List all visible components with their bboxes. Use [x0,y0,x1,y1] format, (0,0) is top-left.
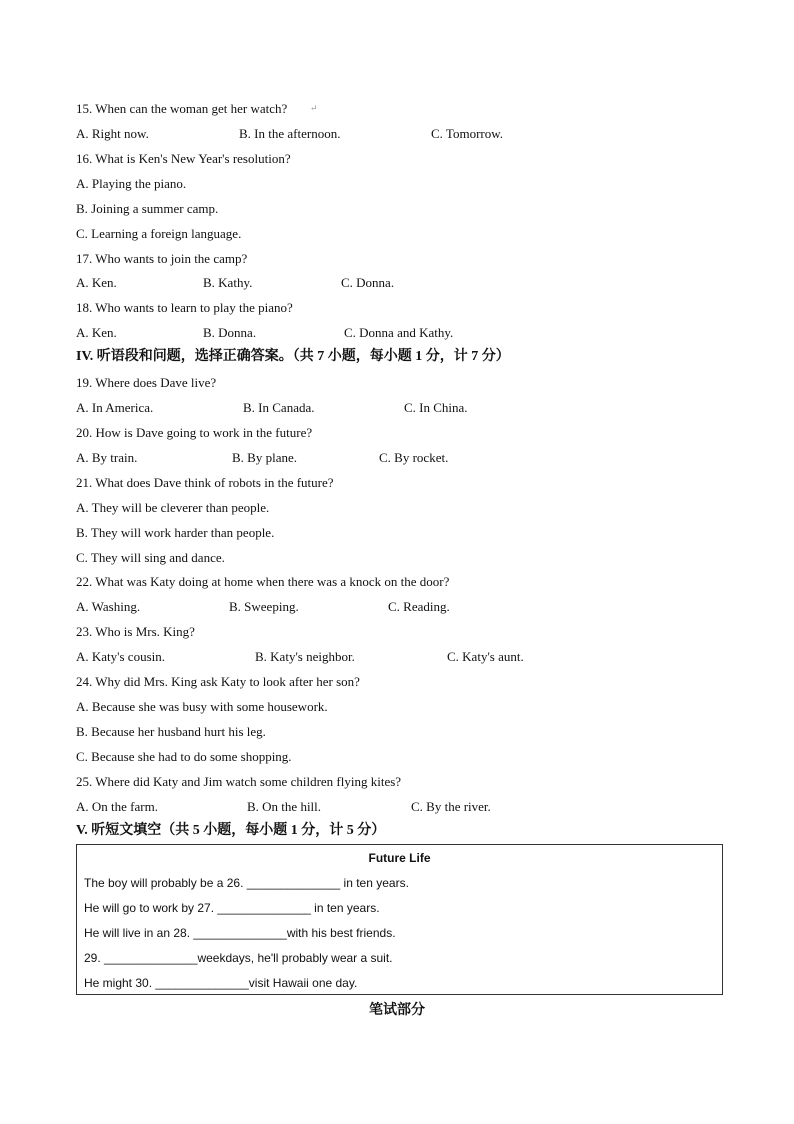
q23-option-c: C. Katy's aunt. [447,649,524,664]
q24-option-b: B. Because her husband hurt his leg. [76,724,266,739]
section-5-heading: V. 听短文填空（共 5 小题，每小题 1 分，计 5 分） [76,823,386,838]
q17-option-b: B. Kathy. [203,275,253,290]
q16-option-b: B. Joining a summer camp. [76,201,219,216]
fill-in-row-26: The boy will probably be a 26. ______________ in ten years. [84,876,409,890]
q19-option-a: A. In America. [76,400,154,415]
q22-option-b: B. Sweeping. [229,599,299,614]
q16-option-a: A. Playing the piano. [76,176,187,191]
question-25: 25. Where did Katy and Jim watch some children flying kites? [76,774,402,789]
question-20: 20. How is Dave going to work in the future? [76,425,313,440]
question-17: 17. Who wants to join the camp? [76,251,248,266]
question-23: 23. Who is Mrs. King? [76,624,195,639]
q22-option-c: C. Reading. [388,599,450,614]
section-4-heading: IV. 听语段和问题，选择正确答案。（共 7 小题，每小题 1 分，计 7 分） [76,349,510,364]
q19-option-b: B. In Canada. [243,400,315,415]
future-life-table [76,844,723,995]
question-19: 19. Where does Dave live? [76,375,217,390]
q15-option-a: A. Right now. [76,126,149,141]
q15-option-b: B. In the afternoon. [239,126,341,141]
q18-option-a: A. Ken. [76,325,117,340]
q20-option-c: C. By rocket. [379,450,449,465]
q24-option-c: C. Because she had to do some shopping. [76,749,292,764]
question-16: 16. What is Ken's New Year's resolution? [76,151,291,166]
q21-option-c: C. They will sing and dance. [76,550,225,565]
fill-in-row-30: He might 30. ______________visit Hawaii one day. [84,976,358,990]
question-24: 24. Why did Mrs. King ask Katy to look after her son? [76,674,360,689]
q17-option-c: C. Donna. [341,275,395,290]
q20-option-b: B. By plane. [232,450,297,465]
fill-in-row-29: 29. ______________weekdays, he'll probably wear a suit. [84,951,393,965]
question-22: 22. What was Katy doing at home when there was a knock on the door? [76,574,450,589]
q22-option-a: A. Washing. [76,599,141,614]
q19-option-c: C. In China. [404,400,468,415]
scan-mark: ↵ [310,103,318,113]
q20-option-a: A. By train. [76,450,138,465]
q23-option-a: A. Katy's cousin. [76,649,166,664]
q25-option-c: C. By the river. [411,799,491,814]
q18-option-c: C. Donna and Kathy. [344,325,454,340]
q16-option-c: C. Learning a foreign language. [76,226,242,241]
q25-option-a: A. On the farm. [76,799,158,814]
written-part-title: 笔试部分 [369,1002,425,1018]
fill-in-row-28: He will live in an 28. ______________with his best friends. [84,926,396,940]
q23-option-b: B. Katy's neighbor. [255,649,355,664]
q15-option-c: C. Tomorrow. [431,126,504,141]
table-title: Future Life [368,851,431,865]
fill-in-row-27: He will go to work by 27. ______________ in ten years. [84,901,380,915]
q18-option-b: B. Donna. [203,325,257,340]
q21-option-b: B. They will work harder than people. [76,525,275,540]
question-21: 21. What does Dave think of robots in the future? [76,475,334,490]
question-15: 15. When can the woman get her watch? [76,101,288,116]
q24-option-a: A. Because she was busy with some housework. [76,699,328,714]
question-18: 18. Who wants to learn to play the piano? [76,300,293,315]
q25-option-b: B. On the hill. [247,799,322,814]
q21-option-a: A. They will be cleverer than people. [76,500,270,515]
q17-option-a: A. Ken. [76,275,117,290]
